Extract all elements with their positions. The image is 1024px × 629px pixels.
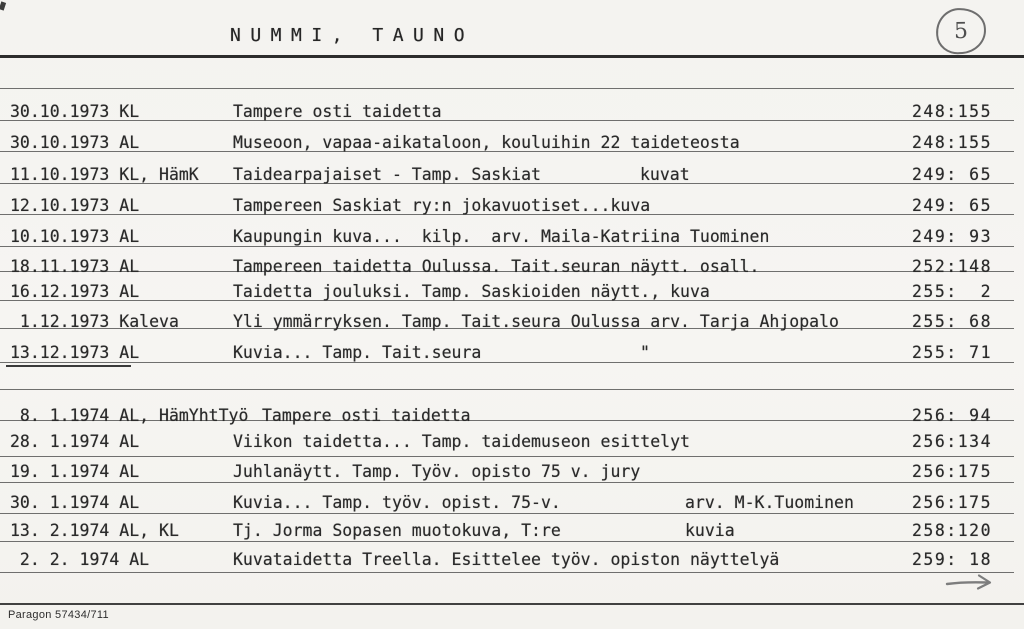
table-row [0, 103, 1024, 121]
ruled-line [0, 513, 1014, 514]
table-row [0, 258, 1024, 276]
row-date-source: 8. 1.1974 AL, HämYhtTyö [10, 406, 249, 425]
row-date-source: 13.12.1973 AL [10, 343, 140, 362]
row-note: arv. M-K.Tuominen [685, 493, 854, 512]
row-description: Kuvataidetta Treella. Esittelee työv. opiston näyttelyä [233, 550, 780, 569]
date-underline-mark [6, 365, 131, 367]
row-date-source: 18.11.1973 AL [10, 257, 140, 276]
row-reference: 249: 93 [912, 227, 993, 246]
row-reference: 256:175 [912, 493, 993, 512]
ruled-line [0, 88, 1014, 89]
ruled-line [0, 456, 1014, 457]
row-description: Tampere osti taidetta [233, 102, 442, 121]
right-arrow-icon [944, 570, 996, 598]
scan-artifact [0, 1, 6, 10]
row-description: Kuvia... Tamp. työv. opist. 75-v. [233, 493, 561, 512]
row-date-source: 11.10.1973 KL, HämK [10, 165, 199, 184]
table-row [0, 166, 1024, 184]
row-reference: 248:155 [912, 133, 993, 152]
row-description: Yli ymmärryksen. Tamp. Tait.seura Oulussa arv. Tarja Ahjopalo [233, 312, 839, 331]
card-manufacturer-imprint: Paragon 57434/711 [8, 609, 109, 621]
row-description: Tampere osti taidetta [262, 406, 471, 425]
ruled-line [0, 389, 1014, 390]
table-row [0, 433, 1024, 451]
row-description: Juhlanäytt. Tamp. Työv. opisto 75 v. jury [233, 462, 641, 481]
table-row [0, 463, 1024, 481]
row-reference: 249: 65 [912, 196, 993, 215]
row-date-source: 2. 2. 1974 AL [10, 550, 150, 569]
row-description: Kaupungin kuva... kilp. arv. Maila-Katriina Tuominen [233, 227, 770, 246]
row-reference: 255: 71 [912, 343, 993, 362]
row-date-source: 30.10.1973 KL [10, 102, 140, 121]
ruled-line [0, 572, 1014, 573]
row-reference: 256:175 [912, 462, 993, 481]
circled-page-number [934, 6, 987, 55]
row-description: Taidearpajaiset - Tamp. Saskiat [233, 165, 541, 184]
row-note: kuvia [685, 521, 735, 540]
table-row [0, 344, 1024, 362]
row-note: " [640, 343, 650, 362]
ruled-line [0, 246, 1014, 247]
row-date-source: 16.12.1973 AL [10, 282, 140, 301]
row-reference: 258:120 [912, 521, 993, 540]
table-row [0, 494, 1024, 512]
ruled-line [0, 541, 1014, 542]
row-reference: 255: 68 [912, 312, 993, 331]
row-description: Kuvia... Tamp. Tait.seura [233, 343, 482, 362]
row-description: Tampereen taidetta Oulussa. Tait.seuran näytt. osall. [233, 257, 760, 276]
row-note: kuvat [640, 165, 690, 184]
table-row [0, 313, 1024, 331]
row-description: Tj. Jorma Sopasen muotokuva, T:re [233, 521, 561, 540]
row-reference: 259: 18 [912, 550, 993, 569]
ruled-line [0, 362, 1014, 363]
table-row [0, 197, 1024, 215]
table-row [0, 522, 1024, 540]
table-row [0, 551, 1024, 569]
row-description: Museoon, vapaa-aikataloon, kouluihin 22 taideteosta [233, 133, 740, 152]
row-description: Tampereen Saskiat ry:n jokavuotiset...kuva [233, 196, 651, 215]
row-reference: 248:155 [912, 102, 993, 121]
row-reference: 249: 65 [912, 165, 993, 184]
row-date-source: 13. 2.1974 AL, KL [10, 521, 179, 540]
ruled-line [0, 55, 1024, 58]
row-date-source: 28. 1.1974 AL [10, 432, 140, 451]
table-row [0, 283, 1024, 301]
row-description: Viikon taidetta... Tamp. taidemuseon esittelyt [233, 432, 690, 451]
row-date-source: 30.10.1973 AL [10, 133, 140, 152]
page-title: NUMMI, TAUNO [230, 25, 475, 46]
ruled-line [0, 603, 1024, 605]
table-row [0, 407, 1024, 425]
ruled-line [0, 482, 1014, 483]
table-row [0, 228, 1024, 246]
row-date-source: 30. 1.1974 AL [10, 493, 140, 512]
row-date-source: 12.10.1973 AL [10, 196, 140, 215]
row-reference: 256: 94 [912, 406, 993, 425]
row-description: Taidetta jouluksi. Tamp. Saskioiden näytt., kuva [233, 282, 710, 301]
row-reference: 255: 2 [912, 282, 993, 301]
row-reference: 252:148 [912, 257, 993, 276]
row-date-source: 19. 1.1974 AL [10, 462, 140, 481]
row-date-source: 10.10.1973 AL [10, 227, 140, 246]
row-date-source: 1.12.1973 Kaleva [10, 312, 179, 331]
table-row [0, 134, 1024, 152]
row-reference: 256:134 [912, 432, 993, 451]
page-number: 5 [953, 18, 969, 44]
